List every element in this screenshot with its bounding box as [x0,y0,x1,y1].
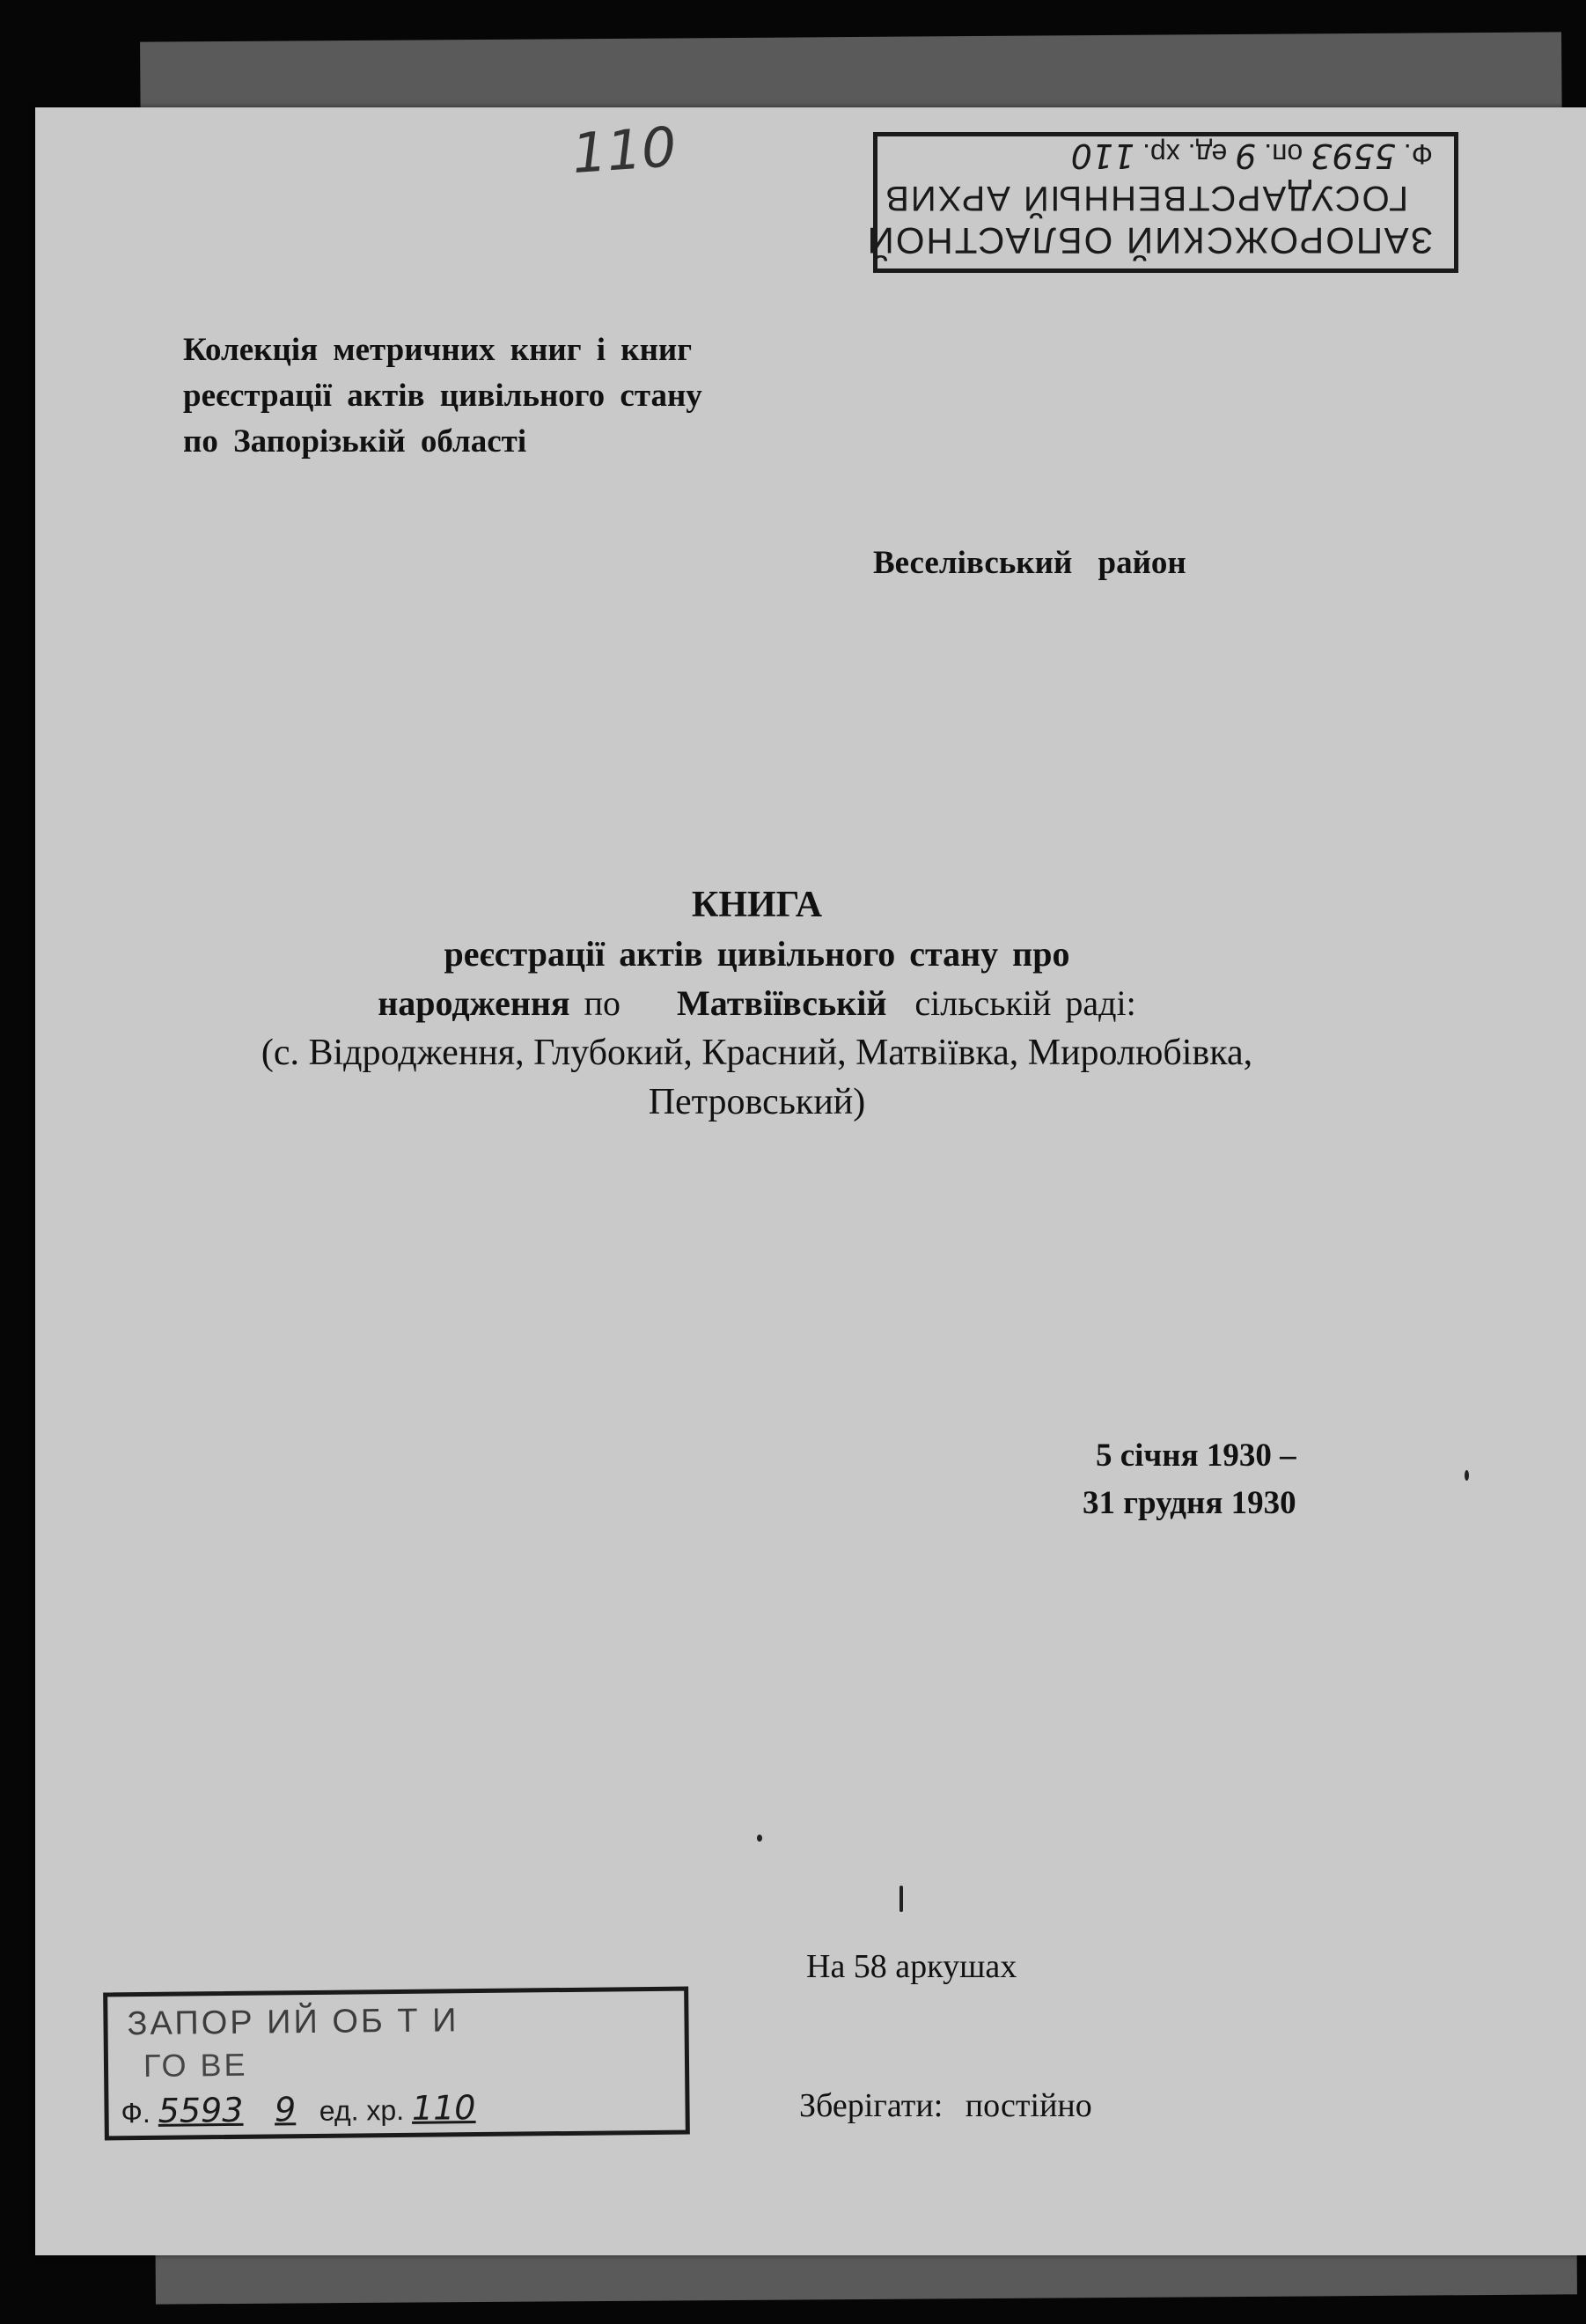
stamp-top-item: 110 [1070,136,1135,175]
archive-stamp-bottom [103,1987,690,2141]
stamp-top-line2: ГОСУДАРСТВЕННЫЙ АРХИВ [884,179,1408,217]
stamp-bottom-line1: ЗАПОР ИЙ ОБ Т И [127,2002,459,2043]
stamp-bottom-fond-label: Ф. [121,2096,151,2129]
stamp-bottom-item-label: ед. хр. [319,2093,405,2127]
date-to: 31 грудня 1930 [1083,1485,1296,1521]
retention-period: Зберігати: постійно [799,2087,1092,2124]
handwritten-archive-number: 110 [569,114,679,187]
stamp-top-fond: 5593 [1311,136,1396,175]
stamp-bottom-reference [121,2088,475,2130]
title-council: сільській раді: [900,983,1136,1023]
title-birth: народження [378,983,570,1023]
ink-speck [1465,1470,1469,1481]
title-villages: (с. Відродження, Глубокий, Красний, Матвіївка, Миролюбівка, [261,1033,1253,1073]
stamp-top-fond-label: Ф. [1403,138,1433,170]
stamp-top-opis-label: оп. [1264,138,1303,170]
collection-line-3: по Запорізькій області [183,423,527,460]
stamp-top-item-label: ед. хр. [1142,138,1228,170]
title-council-name: Матвіївській [676,983,887,1023]
stamp-top-reference [1071,136,1433,175]
collection-line-1: Колекція метричних книг і книг [183,332,693,368]
date-from: 5 січня 1930 – [1095,1438,1296,1474]
sheet-count: На 58 аркушах [806,1948,1017,1985]
title-villages-end: Петровський) [648,1082,866,1122]
document-page [35,107,1586,2255]
stamp-bottom-item: 110 [411,2088,476,2128]
collection-heading [183,327,870,465]
stamp-bottom-line2: ГО ВЕ [143,2046,248,2085]
collection-line-2: реєстрації актів цивільного стану [183,378,702,414]
stamp-top-opis: 9 [1235,136,1257,175]
title-by: по [569,983,635,1023]
title-heading: КНИГА [691,885,823,925]
stamp-bottom-opis: 9 [274,2090,297,2129]
ink-speck [899,1886,903,1912]
title-line-2: реєстрації актів цивільного стану про [444,934,1070,974]
title-line-3 [35,979,1479,1028]
district-name: Веселівський район [873,545,1186,581]
date-range [1083,1432,1296,1527]
archive-stamp-top [865,132,1458,273]
stamp-bottom-fond: 5593 [158,2090,244,2130]
book-title [35,880,1479,1127]
stamp-top-line1: ЗАПОРОЖСКИЙ ОБЛАСТНОЙ [865,220,1433,261]
ink-speck [757,1835,762,1842]
